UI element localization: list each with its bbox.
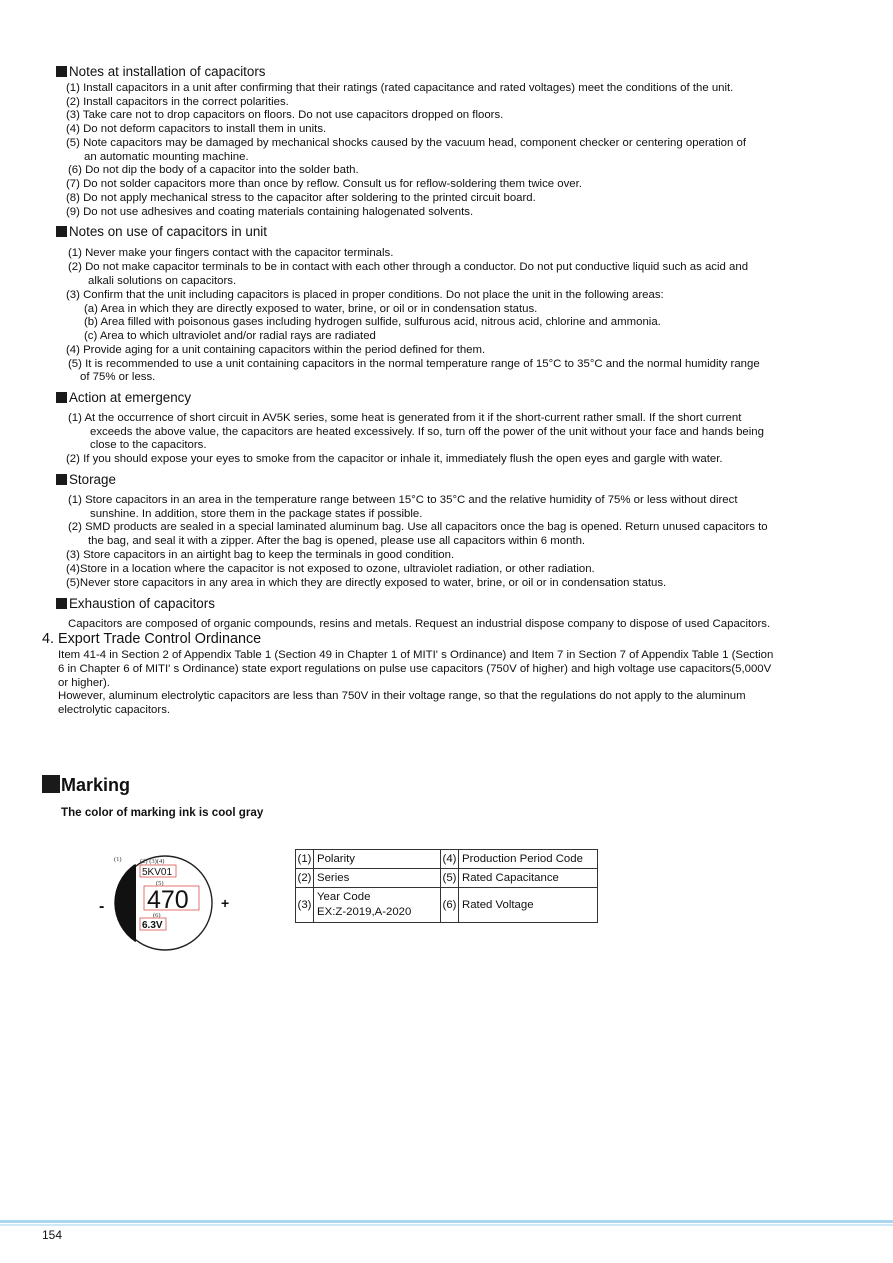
legend-text: Rated Voltage <box>459 888 598 923</box>
use-heading: Notes on use of capacitors in unit <box>56 224 267 240</box>
exhaustion-heading: Exhaustion of capacitors <box>56 596 215 612</box>
label-6: (6) <box>153 912 161 919</box>
marking-legend-table <box>295 849 598 923</box>
ink-note: The color of marking ink is cool gray <box>61 806 264 819</box>
export-heading: 4. Export Trade Control Ordinance <box>42 631 262 647</box>
legend-num: (6) <box>441 888 459 923</box>
use-item: (2) Do not make capacitor terminals to be in contact with each other through a conductor. Do not put conductive liquid such as acid and <box>68 261 749 273</box>
use-item: (5) It is recommended to use a unit containing capacitors in the normal temperature range of 15°C to 35°C and the normal humidity range <box>68 358 760 370</box>
legend-text: Rated Capacitance <box>459 869 598 888</box>
export-line: 6 in Chapter 6 of MITI' s Ordinance) state export regulations on pulse use capacitors (750V of higher) and high voltage use capacitors(5,000V <box>58 663 772 675</box>
storage-item: sunshine. In addition, store them in the package states if possible. <box>90 508 423 520</box>
storage-item: the bag, and seal it with a zipper. After the bag is opened, please use all capacitors within 6 month. <box>88 535 586 547</box>
installation-item: (6) Do not dip the body of a capacitor into the solder bath. <box>68 164 359 176</box>
storage-item: (3) Store capacitors in an airtight bag to keep the terminals in good condition. <box>66 549 455 561</box>
storage-item: (1) Store capacitors in an area in the temperature range between 15°C to 35°C and the relative humidity of 75% or less without direct <box>68 494 738 506</box>
label-234: (2) (3)(4) <box>140 858 165 865</box>
series-code: 5KV01 <box>142 867 173 878</box>
label-5: (5) <box>156 880 164 887</box>
legend-num: (5) <box>441 869 459 888</box>
capacitor-marking-diagram <box>96 846 246 958</box>
export-line: electrolytic capacitors. <box>58 704 171 716</box>
capacitance-value: 470 <box>147 886 189 914</box>
use-item: (a) Area in which they are directly exposed to water, brine, or oil or in condensation status. <box>84 303 538 315</box>
emergency-item: close to the capacitors. <box>90 439 207 451</box>
legend-text: Production Period Code <box>459 850 598 869</box>
legend-num: (1) <box>296 850 314 869</box>
installation-item: (2) Install capacitors in the correct polarities. <box>66 96 289 108</box>
page-number: 154 <box>42 1228 63 1242</box>
square-bullet-icon <box>56 474 67 485</box>
legend-num: (4) <box>441 850 459 869</box>
emergency-item: exceeds the above value, the capacitors are heated excessively. If so, turn off the power of the unit without your face and hands being <box>90 426 764 438</box>
marking-heading: Marking <box>42 775 130 795</box>
use-item: (1) Never make your fingers contact with the capacitor terminals. <box>68 247 394 259</box>
installation-item: (8) Do not apply mechanical stress to the capacitor after soldering to the printed circuit board. <box>66 192 536 204</box>
use-item: (b) Area filled with poisonous gases including hydrogen sulfide, sulfurous acid, nitrous acid, chlorine and ammonia. <box>84 316 661 328</box>
legend-text: Polarity <box>314 850 441 869</box>
use-item: (c) Area to which ultraviolet and/or radial rays are radiated <box>84 330 376 342</box>
storage-item: (2) SMD products are sealed in a special laminated aluminum bag. Use all capacitors once the bag is opened. Return unused capacitors to <box>68 521 768 533</box>
square-bullet-icon <box>56 66 67 77</box>
use-item: alkali solutions on capacitors. <box>88 275 237 287</box>
export-line: or higher). <box>58 677 110 689</box>
plus-sign: + <box>221 895 230 911</box>
storage-item: (5)Never store capacitors in any area in which they are directly exposed to water, brine, or oil or in condensation status. <box>66 577 667 589</box>
polarity-band-fill <box>114 864 136 942</box>
installation-item: (4) Do not deform capacitors to install them in units. <box>66 123 327 135</box>
table-row <box>296 869 598 888</box>
export-line: Item 41-4 in Section 2 of Appendix Table 1 (Section 49 in Chapter 1 of MITI' s Ordinance) and Item 7 in Section 7 of Appendix Table 1 (Section <box>58 649 774 661</box>
installation-heading: Notes at installation of capacitors <box>56 64 266 80</box>
square-bullet-icon <box>56 598 67 609</box>
use-item: (4) Provide aging for a unit containing capacitors within the period defined for them. <box>66 344 486 356</box>
legend-num: (2) <box>296 869 314 888</box>
storage-heading: Storage <box>56 472 116 488</box>
export-line: However, aluminum electrolytic capacitors are less than 750V in their voltage range, so that the regulations do not apply to the aluminum <box>58 690 746 702</box>
use-item: (3) Confirm that the unit including capacitors is placed in proper conditions. Do not place the unit in the following areas: <box>66 289 664 301</box>
legend-text-line: Year Code <box>317 891 371 903</box>
emergency-item: (2) If you should expose your eyes to smoke from the capacitor or inhale it, immediately flush the open eyes and gargle with water. <box>66 453 723 465</box>
installation-item: (7) Do not solder capacitors more than once by reflow. Consult us for reflow-soldering them twice over. <box>66 178 582 190</box>
installation-item: (9) Do not use adhesives and coating materials containing halogenated solvents. <box>66 206 474 218</box>
voltage-value: 6.3V <box>142 920 163 931</box>
square-bullet-icon <box>56 226 67 237</box>
exhaustion-item: Capacitors are composed of organic compounds, resins and metals. Request an industrial dispose company to dispose of used Capacitors. <box>68 618 771 630</box>
legend-text-line: EX:Z-2019,A-2020 <box>317 906 412 918</box>
legend-text <box>314 888 441 923</box>
minus-sign: - <box>99 898 105 915</box>
use-item: of 75% or less. <box>80 371 156 383</box>
installation-item: (5) Note capacitors may be damaged by mechanical shocks caused by the vacuum head, component checker or centering operation of <box>66 137 747 149</box>
installation-item: (3) Take care not to drop capacitors on floors. Do not use capacitors dropped on floors. <box>66 109 504 121</box>
footer-rule <box>0 1220 893 1223</box>
emergency-item: (1) At the occurrence of short circuit in AV5K series, some heat is generated from it if the short-current rather small. If the short current <box>68 412 742 424</box>
legend-text: Series <box>314 869 441 888</box>
storage-item: (4)Store in a location where the capacitor is not exposed to ozone, ultraviolet radiation, or other radiation. <box>66 563 595 575</box>
table-row <box>296 888 598 923</box>
square-bullet-icon <box>42 775 60 793</box>
installation-item: (1) Install capacitors in a unit after confirming that their ratings (rated capacitance and rated voltages) meet the conditions of the unit. <box>66 82 734 94</box>
label-1: (1) <box>114 856 122 863</box>
emergency-heading: Action at emergency <box>56 390 191 406</box>
table-row <box>296 850 598 869</box>
legend-num: (3) <box>296 888 314 923</box>
footer-rule-light <box>0 1224 893 1226</box>
installation-item: an automatic mounting machine. <box>84 151 249 163</box>
square-bullet-icon <box>56 392 67 403</box>
